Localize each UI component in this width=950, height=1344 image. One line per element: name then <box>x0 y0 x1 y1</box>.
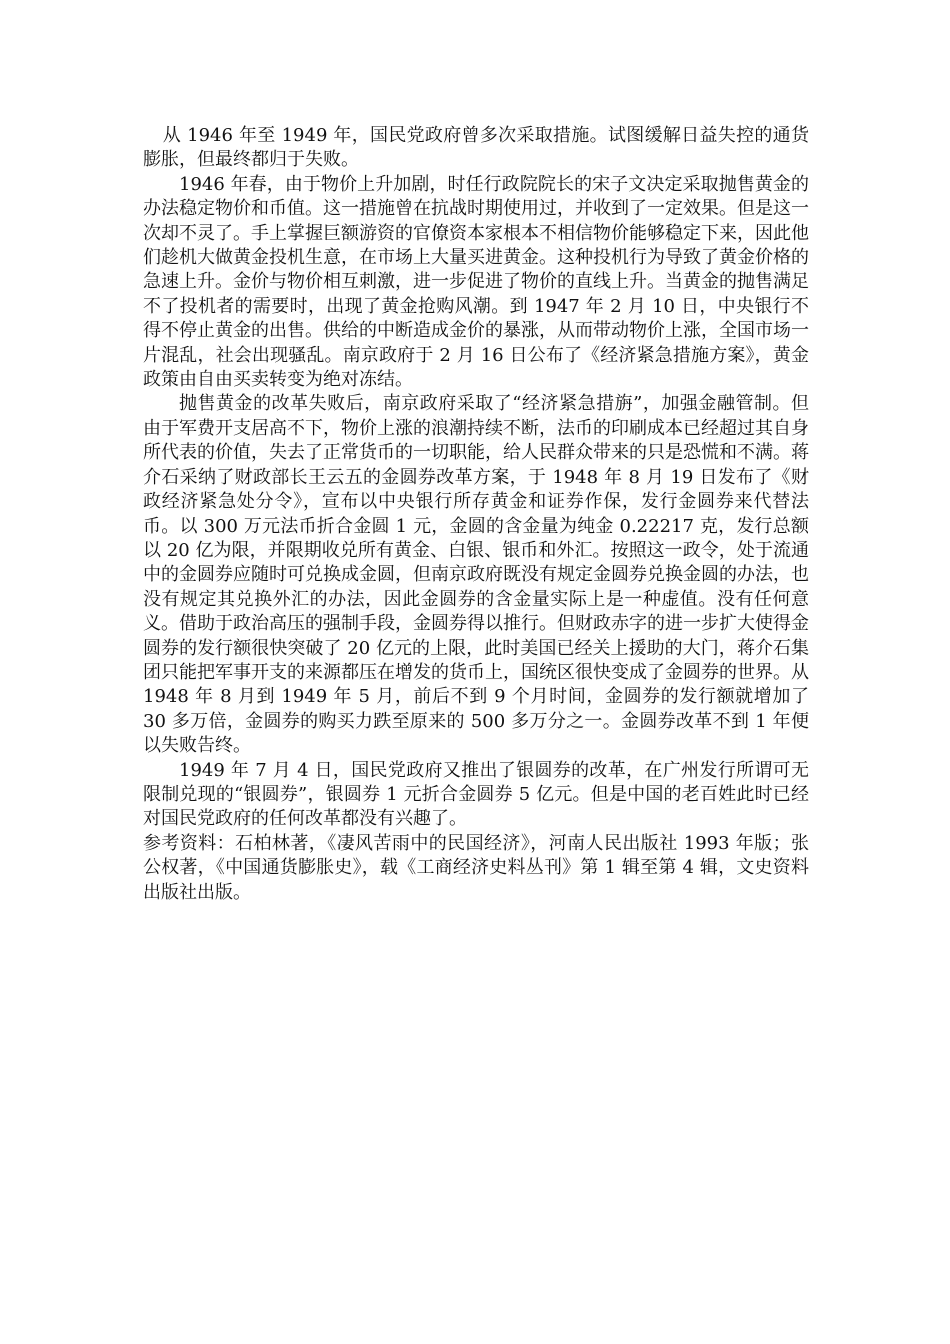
paragraph-intro: 从 1946 年至 1949 年，国民党政府曾多次采取措施。试图缓解日益失控的通货膨胀，但最终都归于失败。 <box>143 125 809 171</box>
paragraph-silver-yuan-reform: 1949 年 7 月 4 日，国民党政府又推出了银圆券的改革，在广州发行所谓可无限制兑现的“银圆券”，银圆券 1 元折合金圆券 5 亿元。但是中国的老百姓此时已经对国民党政府的任何改革都没有兴趣了。 <box>143 759 809 830</box>
document-body <box>143 124 809 905</box>
paragraph-gold-sale: 1946 年春，由于物价上升加剧，时任行政院院长的宋子文决定采取抛售黄金的办法稳定物价和币值。这一措施曾在抗战时期使用过，并收到了一定效果。但是这一次却不灵了。手上掌握巨额游资的官僚资本家根本不相信物价能够稳定下来，因此他们趁机大做黄金投机生意，在市场上大量买进黄金。这种投机行为导致了黄金价格的急速上升。金价与物价相互刺激，进一步促进了物价的直线上升。当黄金的抛售满足不了投机者的需要时，出现了黄金抢购风潮。到 1947 年 2 月 10 日，中央银行不得不停止黄金的出售。供给的中断造成金价的暴涨，从而带动物价上涨，全国市场一片混乱，社会出现骚乱。南京政府于 2 月 16 日公布了《经济紧急措施方案》，黄金政策由自由买卖转变为绝对冻结。 <box>143 173 809 391</box>
paragraph-gold-yuan-reform: 抛售黄金的改革失败后，南京政府采取了“经济紧急措旃”，加强金融管制。但由于军费开支居高不下，物价上涨的浪潮持续不断，法币的印刷成本已经超过其自身所代表的价值，失去了正常货币的一切职能，给人民群众带来的只是恐慌和不满。蒋介石采纳了财政部长王云五的金圆券改革方案，于 1948 年 8 月 19 日发布了《财政经济紧急处分令》，宣布以中央银行所存黄金和证券作保，发行金圆券来代替法币。以 300 万元法币折合金圆 1 元，金圆的含金量为纯金 0.22217 克，发行总额以 20 亿为限，并限期收兑所有黄金、白银、银币和外汇。按照这一政令，处于流通中的金圆券应随时可兑换成金圆，但南京政府既没有规定金圆券兑换金圆的办法，也没有规定其兑换外汇的办法，因此金圆券的含金量实际上是一种虚值。没有任何意义。借助于政治高压的强制手段，金圆券得以推行。但财政赤字的进一步扩大使得金圆券的发行额很快突破了 20 亿元的上限，此时美国已经关上援助的大门，蒋介石集团只能把军事开支的来源都压在增发的货币上，国统区很快变成了金圆券的世界。从 1948 年 8 月到 1949 年 5 月，前后不到 9 个月时间，金圆券的发行额就增加了 30 多万倍，金圆券的购买力跌至原来的 500 多万分之一。金圆券改革不到 1 年便以失败告终。 <box>143 393 809 757</box>
reference-note: 参考资料：石柏林著，《凄风苦雨中的民国经济》，河南人民出版社 1993 年版；张公权著，《中国通货膨胀史》，载《工商经济史料丛刊》第 1 辑至第 4 辑，文史资料出版社出版。 <box>143 832 809 903</box>
